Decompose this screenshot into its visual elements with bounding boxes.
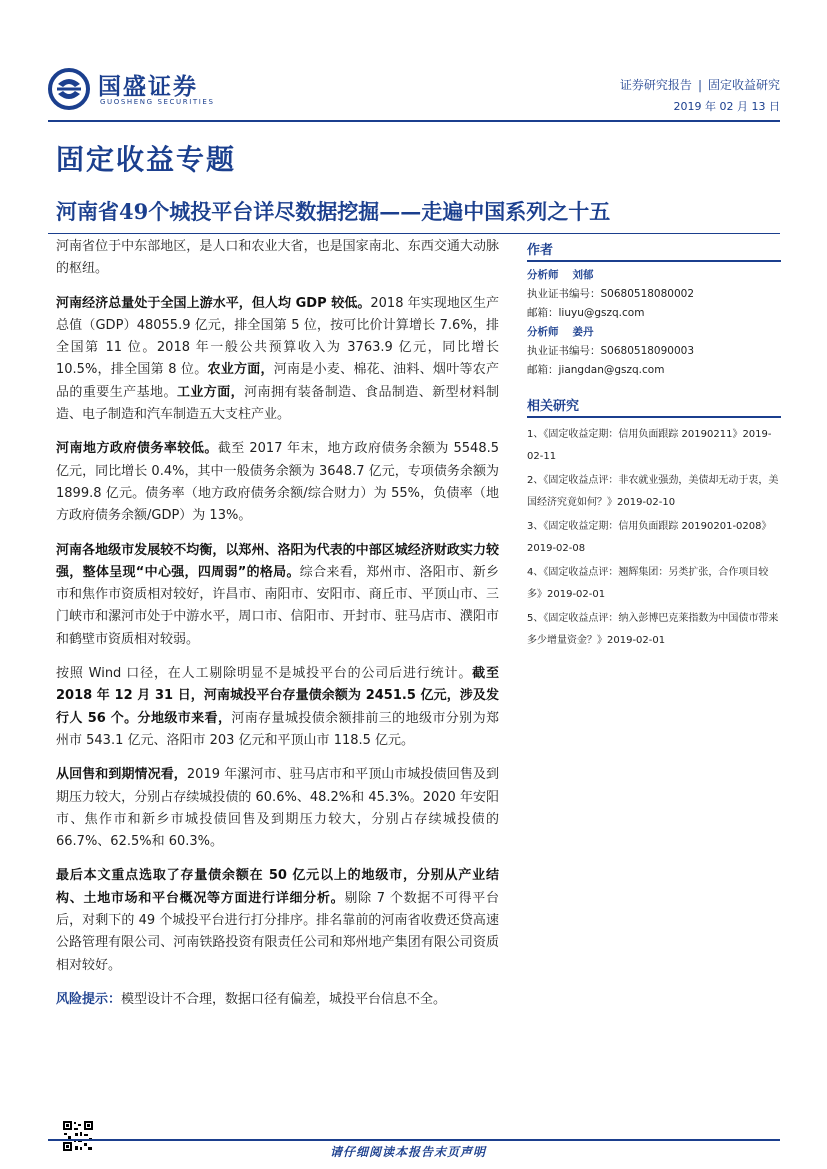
bonds-lead: 截至 2018 年 12 月 31 日，河南城投平台存量债余额为 2451.5 亿元，涉及发行人 56 个。分地级市来看， — [56, 666, 499, 726]
email-label: 邮箱： — [527, 364, 559, 376]
email-link[interactable]: jiangdan@gszq.com — [558, 364, 665, 376]
related-item[interactable]: 4、《固定收益点评：翘辉集团：另类扩张，合作项目较多》2019-02-01 — [527, 567, 769, 600]
author-role-name — [527, 266, 781, 285]
agri-lead: 农业方面， — [207, 362, 274, 378]
logo-text: 国盛证券 — [98, 73, 198, 100]
report-subtype: 固定收益研究 — [707, 78, 780, 92]
economy-text-b: 河南是小麦、棉花、油料、烟叶等农产品的重要生产基地。 — [56, 362, 499, 400]
author-entry — [527, 323, 781, 380]
maturity-text: 2019 年漯河市、驻马店市和平顶山市城投债回售及到期压力较大，分别占存续城投债的 60.6%、48.2%和 45.3%。2020 年安阳市、焦作市和新乡市城投债回售及到期压力较大，分别占存续城投债的 66.7%、62.5%和 60.3%。 — [56, 767, 499, 850]
paragraph-debt — [56, 438, 499, 527]
author-role: 分析师 — [527, 269, 559, 281]
license-number: S0680518080002 — [600, 288, 695, 300]
related-item[interactable]: 5、《固定收益点评：纳入彭博巴克莱指数为中国债市带来多少增量资金？》2019-02-01 — [527, 613, 779, 646]
paragraph-ranking — [56, 865, 499, 976]
title-divider — [48, 233, 780, 234]
debt-lead: 河南地方政府债务率较低。 — [56, 441, 218, 457]
author-email — [527, 361, 781, 380]
related-item[interactable]: 3、《固定收益定期：信用负面跟踪 20190201-0208》2019-02-08 — [527, 521, 772, 554]
related-item[interactable]: 2、《固定收益点评：非农就业强劲，美债却无动于衷，美国经济究竟如何？》2019-02-10 — [527, 475, 779, 508]
author-name: 姜丹 — [572, 326, 594, 338]
paragraph-maturity — [56, 764, 499, 853]
report-type: 证券研究报告 — [619, 78, 692, 92]
paragraph-bonds — [56, 663, 499, 752]
cities-text: 综合来看，郑州市、洛阳市、新乡市和焦作市资质相对较好，许昌市、南阳市、安阳市、商丘市、平顶山市、三门峡市和漯河市处于中游水平，周口市、信阳市、开封市、驻马店市、濮阳市和鹤壁市资质相对较弱。 — [56, 564, 499, 647]
debt-text: 截至 2017 年末，地方政府债务余额为 5548.5 亿元，同比增长 0.4%，其中一般债务余额为 3648.7 亿元，专项债务余额为 1899.8 亿元。债务率（地方政府债务余额/综合财力）为 55%，负债率（地方政府债务余额/GDP）为 13%。 — [56, 441, 499, 524]
economy-lead: 河南经济总量处于全国上游水平，但人均 GDP 较低。 — [56, 295, 371, 311]
economy-text-a: 2018 年实现地区生产总值（GDP）48055.9 亿元，排全国第 5 位，按可比价计算增长 7.6%，排全国第 11 位。2018 年一般公共预算收入为 3763.9 亿元，同比增长 10.5%，排全国第 8 位。 — [56, 295, 499, 378]
author-name: 刘郁 — [572, 269, 594, 281]
header-divider — [48, 120, 780, 122]
maturity-lead: 从回售和到期情况看， — [56, 767, 187, 783]
paragraph-cities — [56, 540, 499, 651]
footer-disclaimer: 请仔细阅读本报告末页声明 — [330, 1145, 487, 1159]
related-item[interactable]: 1、《固定收益定期：信用负面跟踪 20190211》2019-02-11 — [527, 429, 772, 462]
license-label: 执业证书编号： — [527, 345, 601, 357]
author-license — [527, 342, 781, 361]
author-entry — [527, 266, 781, 323]
risk-label: 风险提示： — [56, 991, 122, 1007]
industry-lead: 工业方面， — [176, 384, 245, 400]
risk-text: 模型设计不合理，数据口径有偏差，城投平台信息不全。 — [121, 991, 447, 1007]
cities-lead: 河南各地级市发展较不均衡，以郑州、洛阳为代表的中部区城经济财政实力较强，整体呈现“中心强，四周弱”的格局。 — [56, 542, 499, 580]
paragraph-economy — [56, 293, 499, 427]
email-link[interactable]: liuyu@gszq.com — [558, 307, 645, 319]
authors-heading: 作者 — [527, 236, 781, 262]
header-separator: | — [697, 78, 702, 92]
section-title: 固定收益专题 — [56, 143, 237, 176]
license-label: 执业证书编号： — [527, 288, 601, 300]
guosheng-logo-icon — [48, 68, 90, 110]
related-research — [527, 392, 781, 652]
ranking-text: 剔除 7 个数据不可得平台后，对剩下的 49 个城投平台进行打分排序。排名靠前的河南省收费还贷高速公路管理有限公司、河南铁路投资有限责任公司和郑州地产集团有限公司资质相对较好。 — [56, 890, 499, 973]
page-title: 河南省49个城投平台详尽数据挖掘——走遍中国系列之十五 — [56, 199, 611, 224]
author-list — [527, 262, 781, 380]
qr-code-icon — [62, 1120, 94, 1152]
logo-english: GUOSHENG SECURITIES — [100, 98, 215, 106]
paragraph-risk — [56, 989, 499, 1011]
report-category — [620, 76, 780, 93]
email-label: 邮箱： — [527, 307, 559, 319]
author-email — [527, 304, 781, 323]
author-role: 分析师 — [527, 326, 559, 338]
paragraph-intro — [56, 236, 499, 281]
ranking-lead: 最后本文重点选取了存量债余额在 50 亿元以上的地级市，分别从产业结构、土地市场和平台概况等方面进行详细分析。 — [56, 868, 499, 906]
intro-text: 河南省位于中东部地区，是人口和农业大省，也是国家南北、东西交通大动脉的枢纽。 — [56, 239, 499, 277]
bonds-text-b: 河南存量城投债余额排前三的地级市分别为郑州市 543.1 亿元、洛阳市 203 亿元和平顶山市 118.5 亿元。 — [56, 710, 499, 748]
related-list — [527, 418, 781, 652]
bonds-text-a: 按照 Wind 口径，在人工剔除明显不是城投平台的公司后进行统计。 — [56, 666, 473, 682]
author-role-name — [527, 323, 781, 342]
summary-body — [56, 236, 499, 1023]
license-number: S0680518090003 — [600, 345, 695, 357]
sidebar — [527, 236, 781, 654]
footer-divider — [48, 1139, 780, 1141]
author-license — [527, 285, 781, 304]
report-date: 2019 年 02 月 13 日 — [673, 100, 780, 113]
economy-text-c: 河南拥有装备制造、食品制造、新型材料制造、电子制造和汽车制造五大支柱产业。 — [56, 384, 499, 423]
related-heading: 相关研究 — [527, 392, 781, 418]
